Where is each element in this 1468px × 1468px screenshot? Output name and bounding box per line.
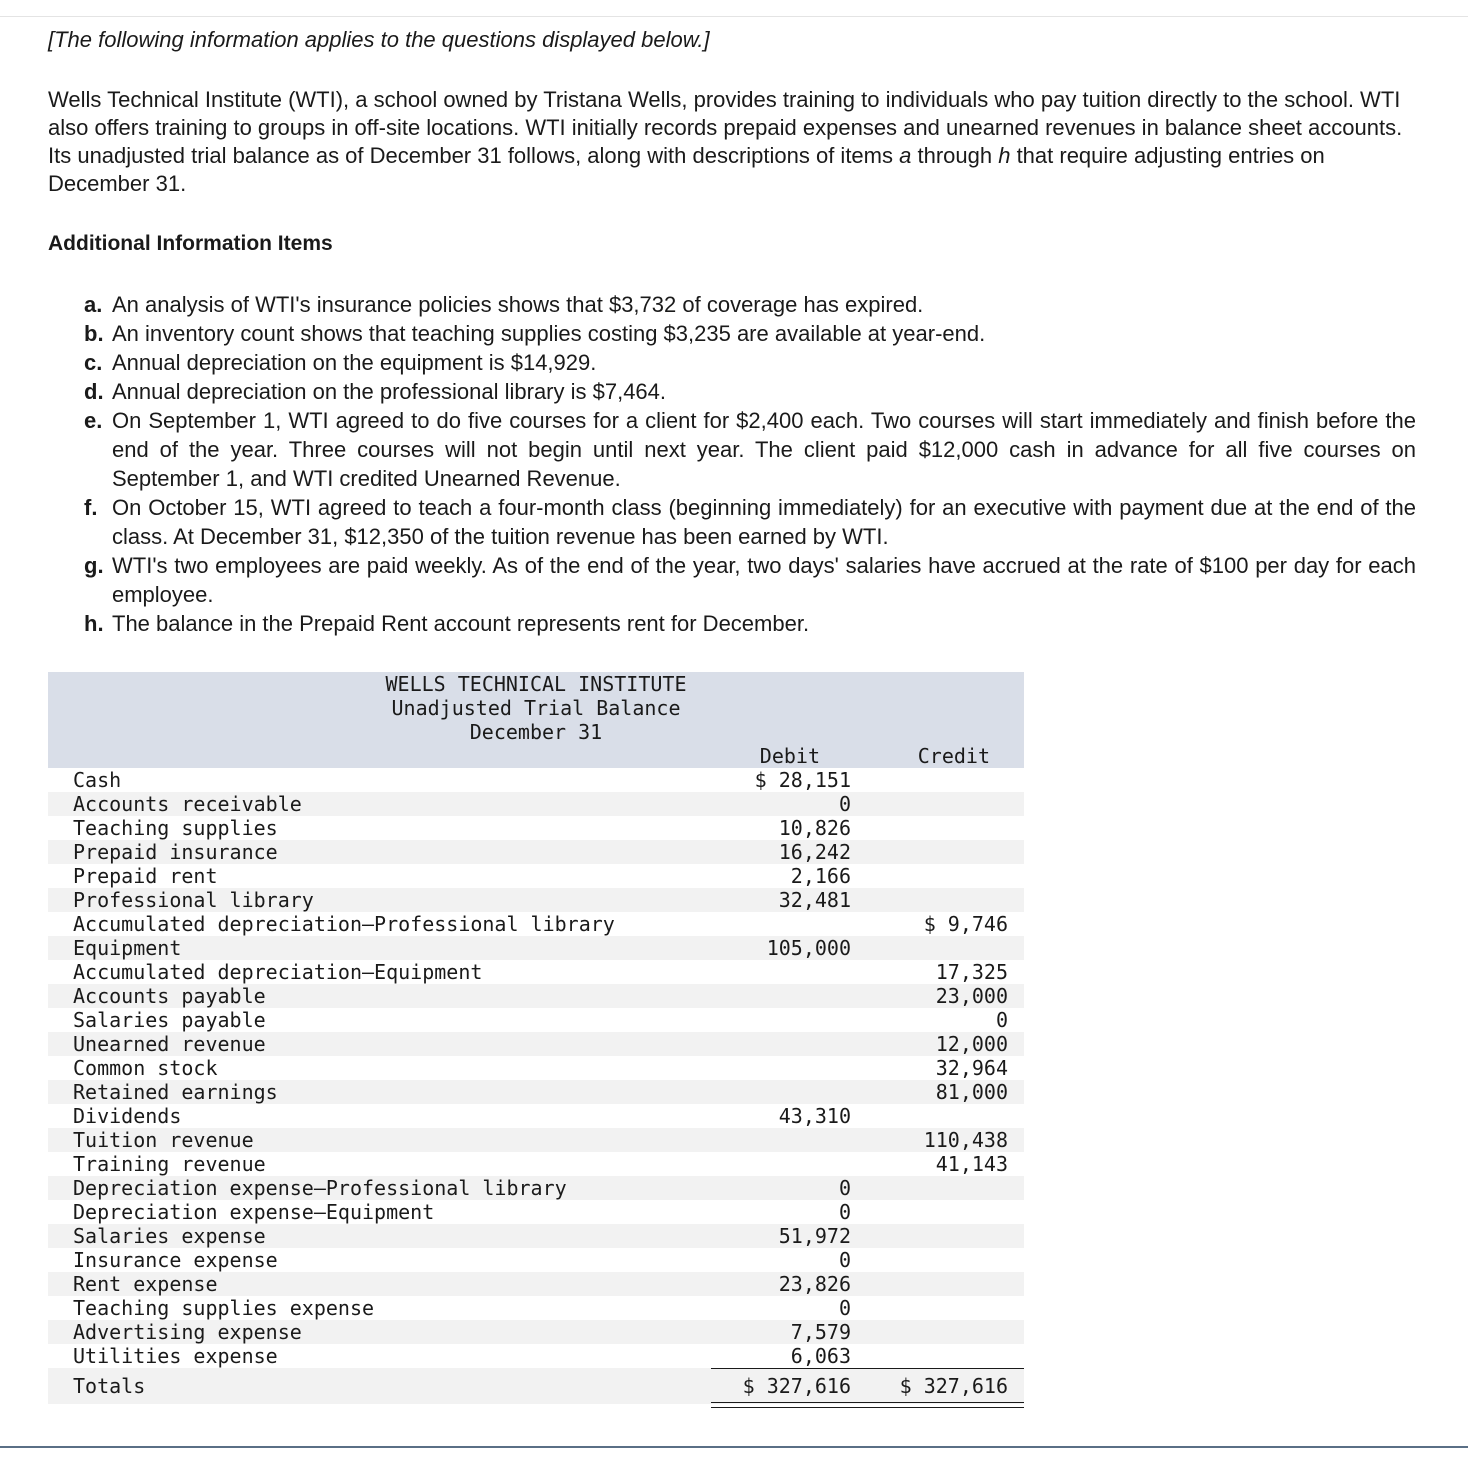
trial-balance-table <box>48 672 1024 1404</box>
trial-balance-header <box>48 672 1024 768</box>
table-row <box>48 1344 1024 1368</box>
debit-amount: 0 <box>838 1176 851 1200</box>
credit-column-header <box>868 744 1008 768</box>
table-row <box>48 1152 1024 1176</box>
debit-amount: 23,826 <box>778 1272 851 1296</box>
debit-amount: 7,579 <box>790 1320 851 1344</box>
info-item-b <box>84 319 1416 348</box>
account-name: Salaries expense <box>73 1224 266 1248</box>
credit-amount: $ 9,746 <box>923 912 1008 936</box>
credit-amount: 12,000 <box>935 1032 1008 1056</box>
item-text: Annual depreciation on the professional library is $7,464. <box>112 379 667 404</box>
table-row <box>48 1056 1024 1080</box>
paragraph-item-a: a <box>899 143 912 168</box>
account-name: Accumulated depreciation—Professional library <box>73 912 615 936</box>
totals-double-rule <box>711 1402 1024 1408</box>
company-name: WELLS TECHNICAL INSTITUTE <box>385 672 687 696</box>
debit-amount: 43,310 <box>778 1104 851 1128</box>
statement-title: Unadjusted Trial Balance <box>391 696 681 720</box>
table-row <box>48 1224 1024 1248</box>
credit-amount: 81,000 <box>935 1080 1008 1104</box>
credit-amount: 110,438 <box>923 1128 1008 1152</box>
debit-amount: 10,826 <box>778 816 851 840</box>
table-row <box>48 1080 1024 1104</box>
item-letter: g. <box>84 553 104 578</box>
account-name: Accounts receivable <box>73 792 302 816</box>
account-name: Dividends <box>73 1104 182 1128</box>
item-text: An analysis of WTI's insurance policies shows that $3,732 of coverage has expired. <box>112 292 924 317</box>
info-item-a <box>84 290 1416 319</box>
trial-balance-rows <box>48 768 1024 1404</box>
account-name: Rent expense <box>73 1272 218 1296</box>
table-row <box>48 960 1024 984</box>
additional-info-heading: Additional Information Items <box>48 232 333 255</box>
account-name: Salaries payable <box>73 1008 266 1032</box>
account-name: Prepaid rent <box>73 864 218 888</box>
account-name: Common stock <box>73 1056 218 1080</box>
account-name: Teaching supplies expense <box>73 1296 375 1320</box>
credit-header-label: Credit <box>917 744 990 768</box>
info-item-c <box>84 348 1416 377</box>
account-name: Advertising expense <box>73 1320 302 1344</box>
table-row <box>48 792 1024 816</box>
account-name: Accounts payable <box>73 984 266 1008</box>
table-row <box>48 1008 1024 1032</box>
item-text: Annual depreciation on the equipment is $14,929. <box>112 350 597 375</box>
debit-amount: 0 <box>838 1200 851 1224</box>
debit-amount: 0 <box>838 1248 851 1272</box>
totals-row <box>48 1368 1024 1404</box>
paragraph-through: through <box>911 143 999 168</box>
info-item-h <box>84 609 1416 638</box>
debit-amount: 51,972 <box>778 1224 851 1248</box>
account-name: Professional library <box>73 888 314 912</box>
item-letter: a. <box>84 292 103 317</box>
table-row <box>48 888 1024 912</box>
problem-paragraph <box>48 86 1428 198</box>
table-row <box>48 1200 1024 1224</box>
statement-date: December 31 <box>469 720 603 744</box>
table-row <box>48 816 1024 840</box>
table-row <box>48 1128 1024 1152</box>
debit-amount: 105,000 <box>766 936 851 960</box>
credit-amount: 41,143 <box>935 1152 1008 1176</box>
debit-amount: 2,166 <box>790 864 851 888</box>
item-letter: f. <box>84 495 98 520</box>
top-divider <box>0 16 1468 17</box>
account-name: Retained earnings <box>73 1080 278 1104</box>
totals-label: Totals <box>73 1374 146 1398</box>
account-name: Utilities expense <box>73 1344 278 1368</box>
credit-amount: 0 <box>995 1008 1008 1032</box>
item-text: WTI's two employees are paid weekly. As of the end of the year, two days' salaries have accrued at the rate of $100 per day for each employee. <box>112 553 1416 607</box>
table-row <box>48 864 1024 888</box>
account-name: Accumulated depreciation—Equipment <box>73 960 483 984</box>
item-letter: d. <box>84 379 104 404</box>
debit-amount: 0 <box>838 792 851 816</box>
info-item-d <box>84 377 1416 406</box>
credit-amount: 23,000 <box>935 984 1008 1008</box>
debit-amount: 32,481 <box>778 888 851 912</box>
table-row <box>48 1032 1024 1056</box>
additional-info-list <box>84 290 1416 638</box>
item-text: The balance in the Prepaid Rent account represents rent for December. <box>112 611 810 636</box>
paragraph-item-h: h <box>998 143 1011 168</box>
table-row <box>48 1176 1024 1200</box>
info-item-f <box>84 493 1416 551</box>
credit-amount: 32,964 <box>935 1056 1008 1080</box>
info-item-g <box>84 551 1416 609</box>
debit-amount: $ 28,151 <box>754 768 851 792</box>
account-name: Tuition revenue <box>73 1128 254 1152</box>
total-debit: $ 327,616 <box>742 1374 851 1398</box>
item-text: On October 15, WTI agreed to teach a four-month class (beginning immediately) for an executive with payment due at the end of the class. At December 31, $12,350 of the tuition revenue has been earned by WTI. <box>112 495 1416 549</box>
item-letter: b. <box>84 321 104 346</box>
debit-amount: 0 <box>838 1296 851 1320</box>
item-letter: c. <box>84 350 103 375</box>
item-text: On September 1, WTI agreed to do five courses for a client for $2,400 each. Two courses will start immediately and finish before the end of the year. Three courses will not begin until next year. The client paid $12,000 cash in advance for all five courses on September 1, and WTI credited Unearned Revenue. <box>112 408 1416 491</box>
total-credit: $ 327,616 <box>899 1374 1008 1398</box>
paragraph-text-2: that require adjusting entries on December 31. <box>48 143 1325 196</box>
table-row <box>48 1296 1024 1320</box>
account-name: Depreciation expense—Professional library <box>73 1176 567 1200</box>
account-name: Cash <box>73 768 122 792</box>
table-row <box>48 1320 1024 1344</box>
account-name: Unearned revenue <box>73 1032 266 1056</box>
table-row <box>48 1104 1024 1128</box>
paragraph-text-1: Wells Technical Institute (WTI), a school owned by Tristana Wells, provides training to individuals who pay tuition directly to the school. WTI also offers training to groups in off-site locations. WTI initially records prepaid expenses and unearned revenues in balance sheet accounts. Its unadjusted trial balance as of December 31 follows, along with descriptions of items <box>48 87 1403 168</box>
debit-column-header <box>711 744 851 768</box>
debit-header-label: Debit <box>759 744 820 768</box>
item-text: An inventory count shows that teaching supplies costing $3,235 are available at year-end. <box>112 321 986 346</box>
table-row <box>48 1248 1024 1272</box>
table-row <box>48 1272 1024 1296</box>
intro-note: [The following information applies to the questions displayed below.] <box>48 27 710 52</box>
debit-amount: 16,242 <box>778 840 851 864</box>
bottom-divider <box>0 1446 1468 1448</box>
debit-amount: 6,063 <box>790 1344 851 1368</box>
item-letter: e. <box>84 408 103 433</box>
table-row <box>48 936 1024 960</box>
table-row <box>48 912 1024 936</box>
table-row <box>48 840 1024 864</box>
table-row <box>48 768 1024 792</box>
credit-amount: 17,325 <box>935 960 1008 984</box>
account-name: Training revenue <box>73 1152 266 1176</box>
account-name: Prepaid insurance <box>73 840 278 864</box>
info-item-e <box>84 406 1416 493</box>
account-name: Depreciation expense—Equipment <box>73 1200 435 1224</box>
item-letter: h. <box>84 611 104 636</box>
account-name: Teaching supplies <box>73 816 278 840</box>
account-name: Equipment <box>73 936 182 960</box>
account-name: Insurance expense <box>73 1248 278 1272</box>
table-row <box>48 984 1024 1008</box>
